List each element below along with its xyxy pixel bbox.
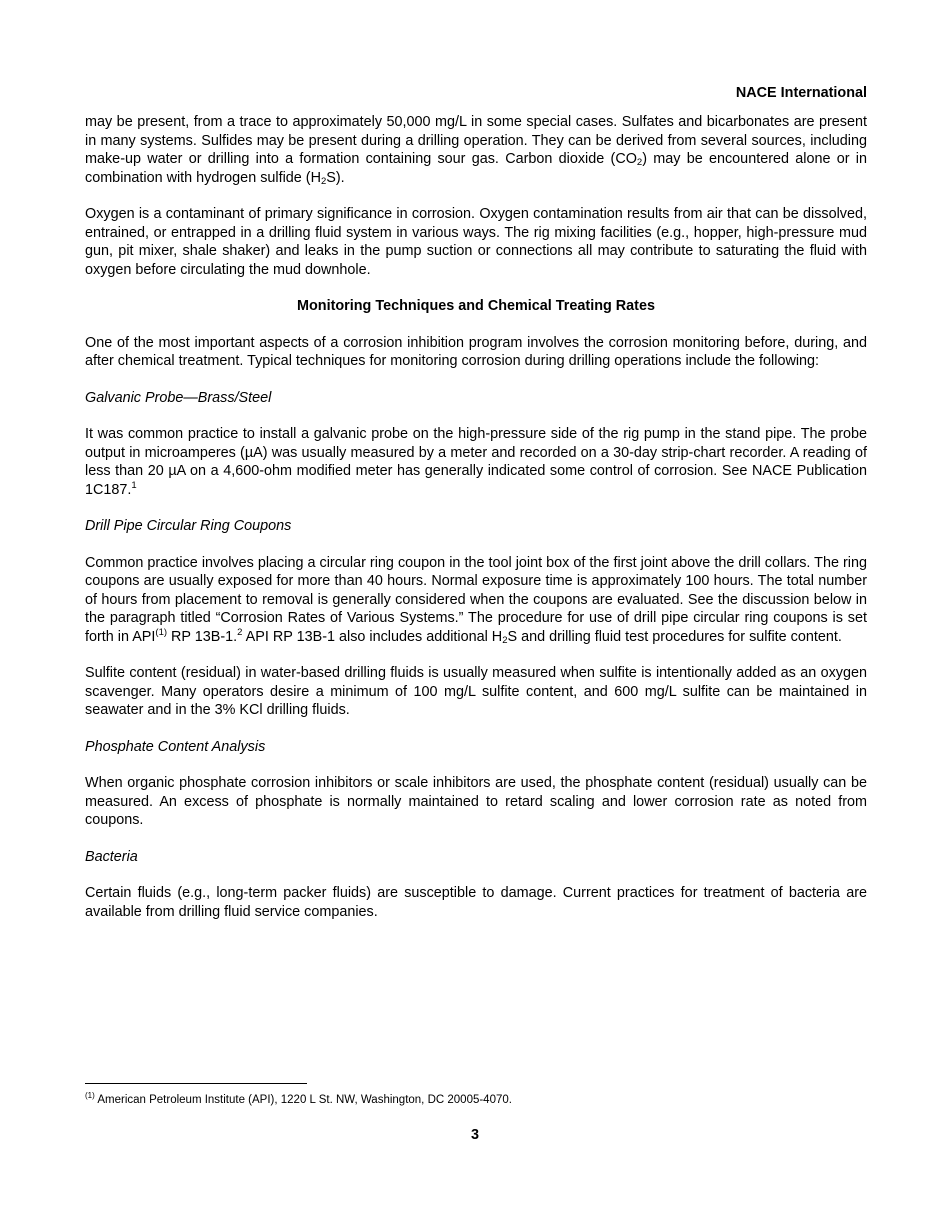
paragraph-bacteria: Certain fluids (e.g., long-term packer fluids) are susceptible to damage. Current practices for treatment of bacteria are available from drilling fluid service companies. [85, 885, 867, 920]
p1-subscript-co2: 2 [636, 157, 643, 168]
p5-text-a: Common practice involves placing a circular ring coupon in the tool joint box of the first joint above the drill collars. The ring coupons are usually exposed for more than 40 hours. Normal exposure time is approximately 100 hours. The total number of hours from placement to removal is generally considered when the coupons are evaluated. See the discussion below in the paragraph titled “Corrosion Rates of Various Systems.” The procedure for use of drill pipe circular ring coupons is set forth in API [85, 554, 867, 645]
p5-text-d: S and drilling fluid test procedures for sulfite content. [507, 628, 842, 645]
paragraph-monitoring-intro: One of the most important aspects of a corrosion inhibition program involves the corrosion monitoring before, during, and after chemical treatment. Typical techniques for monitoring corrosion during drilling operations include the following: [85, 334, 867, 369]
paragraph-ring-coupons [85, 554, 867, 647]
footnote-divider [85, 1083, 307, 1084]
subheading-galvanic-probe: Galvanic Probe—Brass/Steel [85, 389, 272, 406]
paragraph-sulfite: Sulfite content (residual) in water-based drilling fluids is usually measured when sulfite is intentionally added as an oxygen scavenger. Many operators desire a minimum of 100 mg/L sulfite content, and 600 mg/L sulfite can be maintained in seawater and in the 3% KCl drilling fluids. [85, 665, 867, 718]
p5-footnote-marker: (1) [155, 626, 168, 638]
running-header: NACE International [735, 85, 867, 101]
p4-text: It was common practice to install a galvanic probe on the high-pressure side of the rig pump in the stand pipe. The probe output in microamperes (µA) was usually measured by a meter and recorded on a 30-day strip-chart recorder. A reading of less than 20 µA on a 4,600-ohm modified meter has generally indicated some control of corrosion. See NACE Publication 1C187. [85, 426, 867, 498]
footnote [85, 1093, 867, 1108]
p1-text-b: ) may be encountered alone or in combination with hydrogen sulfide (H [85, 151, 867, 186]
p1-text-a: may be present, from a trace to approximately 50,000 mg/L in some special cases. Sulfates and bicarbonates are present in many systems. Sulfides may be present during a drilling operation. They can be derived from several sources, including make-up water or drilling into a formation containing sour gas. Carbon dioxide (CO [85, 114, 867, 167]
p5-reference-superscript: 2 [237, 626, 243, 638]
p1-text-c: S). [326, 169, 345, 186]
subheading-phosphate: Phosphate Content Analysis [85, 738, 266, 755]
paragraph-oxygen: Oxygen is a contaminant of primary significance in corrosion. Oxygen contamination results from air that can be dissolved, entrained, or entrapped in a drilling fluid system in various ways. The rig mixing facilities (e.g., hopper, high-pressure mud gun, pit mixer, shale shaker) and leaks in the pump suction or connections all may contribute to saturating the fluid with oxygen before circulating the mud downhole. [85, 206, 867, 278]
page-body [85, 84, 867, 921]
footnote-text: American Petroleum Institute (API), 1220 L St. NW, Washington, DC 20005-4070. [94, 1094, 512, 1106]
p1-subscript-h2s: 2 [320, 175, 327, 187]
paragraph-contaminants [85, 113, 867, 187]
section-heading: Monitoring Techniques and Chemical Treating Rates [297, 298, 655, 314]
subheading-bacteria: Bacteria [85, 848, 138, 865]
p4-reference-superscript: 1 [131, 479, 137, 491]
subheading-ring-coupons: Drill Pipe Circular Ring Coupons [85, 518, 292, 534]
paragraph-galvanic-probe [85, 425, 867, 499]
p5-text-c: API RP 13B-1 also includes additional H [242, 628, 503, 645]
page-number: 3 [470, 1127, 479, 1143]
paragraph-phosphate: When organic phosphate corrosion inhibitors or scale inhibitors are used, the phosphate content (residual) usually can be measured. An excess of phosphate is normally maintained to retard scaling and lower corrosion rate as noted from coupons. [85, 775, 867, 828]
p5-text-b: RP 13B-1. [167, 628, 238, 645]
footnote-marker: (1) [85, 1091, 95, 1100]
p5-subscript-h2s: 2 [502, 634, 508, 646]
